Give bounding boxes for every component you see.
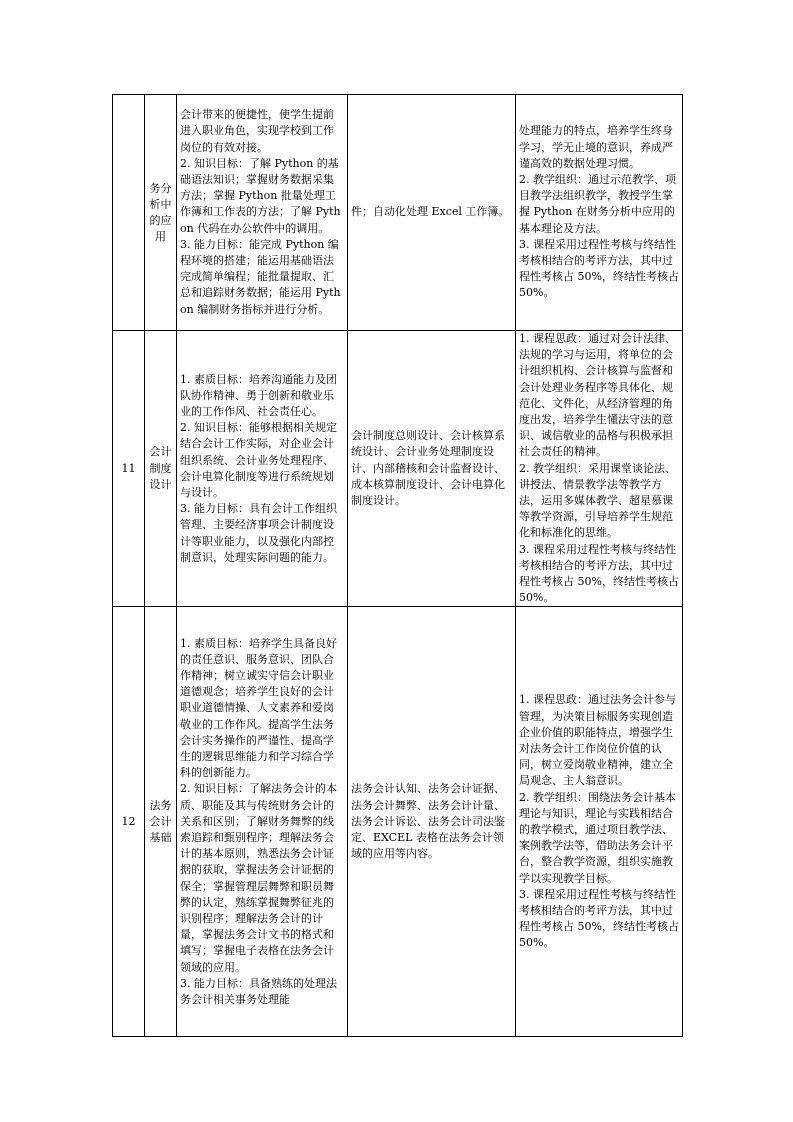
content-text: 法务会计认知、法务会计证据、法务会计舞弊、法务会计计量、法务会计诉讼、法务会计司法鉴定、EXCEL 表格在法务会计领域的应用等内容。 bbox=[351, 782, 505, 861]
table-row bbox=[113, 331, 683, 607]
course-name-line: 析中 bbox=[149, 197, 172, 211]
objective-paragraph: 2. 知识目标：了解法务会计的本质、职能及其与传统财务会计的关系和区别；了解财务舞弊的线索追踪和甄别程序；理解法务会计的基本原则，熟悉法务会计证据的获取，掌握法务会计证据的保全；掌握管理层舞弊和职员舞弊的认定，熟练掌握舞弊征兆的识别程序；理解法务会计的计量，掌握法务会计文书的格式和填写；掌握电子表格在法务会计领域的应用。 bbox=[180, 782, 337, 974]
objective-paragraph: 2. 知识目标：能够根据相关规定结合会计工作实际，对企业会计组织系统、会计业务处理程序、会计电算化制度等进行系统规划与设计。 bbox=[180, 421, 337, 499]
content-cell bbox=[348, 95, 516, 331]
objective-paragraph: 3. 能力目标：能完成 Python 编程环境的搭建；能运用基础语法完成简单编程；能批量提取、汇总和追踪财务数据；能运用 Python 编制财务指标并进行分析。 bbox=[180, 237, 341, 316]
requirement-paragraph: 3. 课程采用过程性考核与终结性考核相结合的考评方法，其中过程性考核占 50%，终结性考核占 50%。 bbox=[519, 237, 679, 300]
course-name-line: 的应 bbox=[149, 214, 172, 227]
requirements-cell bbox=[516, 95, 683, 331]
requirement-paragraph: 1. 课程思政：通过对会计法律、法规的学习与运用，将单位的会计组织机构、会计核算与监督和会计处理业务程序等具体化、规范化、文件化，从经济管理的角度出发，培养学生懂法守法的意识、诚信敬业的品格与积极承担社会责任的精神。 bbox=[519, 332, 676, 459]
course-name-line: 制度 bbox=[149, 461, 172, 475]
course-name-line: 设计 bbox=[149, 477, 172, 491]
requirement-paragraph: 2. 教学组织：通过示范教学、项目教学法组织教学，教授学生掌握 Python 在财务分析中应用的基本理论及方法。 bbox=[519, 172, 676, 235]
objectives-cell bbox=[177, 95, 348, 331]
course-name-line: 法务 bbox=[149, 798, 172, 812]
requirement-paragraph: 2. 教学组织：围绕法务会计基本理论与知识，理论与实践相结合的教学模式，通过项目教学法、案例教学法等，借助法务会计平台，整合教学资源，组织实施教学以实现教学目标。 bbox=[519, 790, 676, 885]
requirement-paragraph: 处理能力的特点，培养学生终身学习，学无止境的意识，养成严谨高效的数据处理习惯。 bbox=[519, 124, 673, 170]
course-name-cell bbox=[145, 607, 177, 1037]
objective-paragraph: 1. 素质目标：培养沟通能力及团队协作精神、勇于创新和敬业乐业的工作作风、社会责任心。 bbox=[180, 372, 337, 418]
row-number-cell bbox=[113, 95, 145, 331]
requirement-paragraph: 3. 课程采用过程性考核与终结性考核相结合的考评方法，其中过程性考核占 50%，终结性考核占 50%。 bbox=[519, 887, 679, 950]
content-cell bbox=[348, 607, 516, 1037]
objectives-cell bbox=[177, 607, 348, 1037]
requirements-cell bbox=[516, 607, 683, 1037]
content-cell bbox=[348, 331, 516, 607]
objective-paragraph: 2. 知识目标：了解 Python 的基础语法知识；掌握财务数据采集方法；掌握 Python 批量处理工作簿和工作表的方法；了解 Python 代码在办公软件中的调用。 bbox=[180, 156, 341, 235]
row-number-cell: 12 bbox=[113, 607, 145, 1037]
objective-paragraph: 3. 能力目标：具有会计工作组织管理、主要经济事项会计制度设计等职业能力，以及强化内部控制意识，处理实际问题的能力。 bbox=[180, 502, 337, 564]
requirement-paragraph: 2. 教学组织：采用课堂谈论法、讲授法、情景教学法等教学方法，运用多媒体教学、超星慕课等教学资源，引导培养学生规范化和标准化的思维。 bbox=[519, 461, 676, 540]
objectives-cell bbox=[177, 331, 348, 607]
table-row bbox=[113, 607, 683, 1037]
course-name-line: 基础 bbox=[149, 831, 172, 845]
content-text: 会计制度总则设计、会计核算系统设计、会计业务处理制度设计、内部稽核和会计监督设计、成本核算制度设计、会计电算化制度设计。 bbox=[351, 429, 505, 508]
course-name-cell bbox=[145, 95, 177, 331]
course-name-line: 用 bbox=[155, 230, 166, 244]
course-name-line: 会计 bbox=[149, 814, 172, 828]
objective-paragraph: 3. 能力目标：具备熟练的处理法务会计相关事务处理能 bbox=[180, 976, 337, 1007]
requirement-paragraph: 1. 课程思政：通过法务会计参与管理，为决策目标服务实现创造企业价值的职能特点，增强学生对法务会计工作岗位价值的认同，树立爱岗敬业精神，建立全局观念、主人翁意识。 bbox=[519, 693, 676, 788]
course-table bbox=[112, 94, 683, 1037]
content-text: 件；自动化处理 Excel 工作簿。 bbox=[351, 205, 510, 219]
course-name-line: 会计 bbox=[149, 445, 172, 459]
requirement-paragraph: 3. 课程采用过程性考核与终结性考核相结合的考评方法，其中过程性考核占 50%，终结性考核占 50%。 bbox=[519, 542, 679, 605]
course-name-line: 务分 bbox=[149, 181, 172, 195]
row-number-cell: 11 bbox=[113, 331, 145, 607]
requirements-cell bbox=[516, 331, 683, 607]
table-row bbox=[113, 95, 683, 331]
objective-paragraph: 会计带来的便捷性，使学生提前进入职业角色，实现学校到工作岗位的有效对接。 bbox=[180, 108, 334, 154]
course-name-cell bbox=[145, 331, 177, 607]
objective-paragraph: 1. 素质目标：培养学生具备良好的责任意识、服务意识、团队合作精神；树立诚实守信会计职业道德观念；培养学生良好的会计职业道德情操、人文素养和爱岗敬业的工作作风。提高学生法务会计实务操作的严谨性、提高学生的逻辑思维能力和学习综合学科的创新能力。 bbox=[180, 636, 337, 780]
